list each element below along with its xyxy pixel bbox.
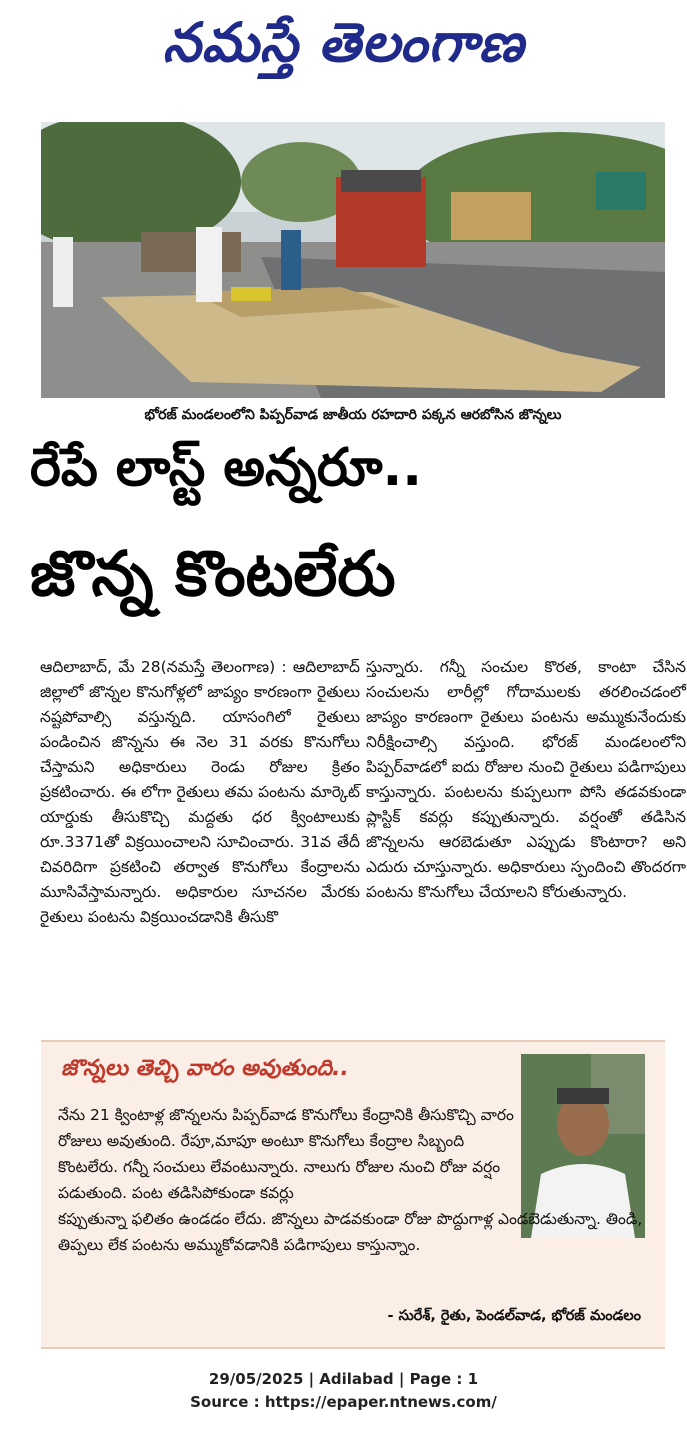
headline-line-2: జొన్న కొంటలేరు xyxy=(30,537,396,610)
article-right-column: స్తున్నారు. గన్నీ సంచుల కొరత, కాంటా చేసిన సంచులను లారీల్లో గోదాములకు తరలించడంలో జాప్యం కారణంగా రైతులు పంటను అమ్ముకునేందుకు నిరీక్షించాల్సి వస్తుంది. భోరజ్ మండలంలోని పిప్పర్‌వాడలో ఐదు రోజుల నుంచి రైతులు పడిగాపులు కాస్తున్నారు. పంటలను కుప్పలుగా పోసి తడవకుండా ప్లాస్టిక్ కవర్లు కప్పుతున్నారు. వర్షంతో తడిసిన జొన్నలను ఆరబెడుతూ ఎప్పుడు కొంటారా? అని ఎదురు చూస్తున్నారు. అధికారులు స్పందించి తొందరగా పంటను కొనుగోలు చేయాలని కోరుతున్నారు. xyxy=(366,658,686,901)
article-left-column: ఆదిలాబాద్, మే 28(నమస్తే తెలంగాణ) : ఆదిలాబాద్ జిల్లాలో జొన్నల కొనుగోళ్లలో జాప్యం కారణంగా రైతులు నష్టపోవాల్సి వస్తున్నది. యాసంగిలో రైతులు పండించిన జొన్నను ఈ నెల 31 వరకు కొనుగోలు చేస్తామని అధికారులు రెండు రోజుల క్రితం ప్రకటించారు. ఈ లోగా రైతులు తమ పంటను మార్కెట్ యార్డుకు తీసుకొచ్చి మద్దతు ధర క్వింటాలుకు రూ.3371తో విక్రయించాలని సూచించారు. 31వ తేదీ చివరిదిగా ప్రకటించి తర్వాత కొనుగోలు కేంద్రాలను మూసివేస్తామన్నారు. అధికారుల సూచనల మేరకు రైతులు పంటను విక్రయించడానికి తీసుకొ xyxy=(40,658,360,926)
quote-body-wide: కప్పుతున్నా ఫలితం ఉండడం లేదు. జొన్నలు పాడవకుండా రోజు పొద్దుగాళ్ల ఎండబెడుతున్నా. తిండి, తిప్పలు లేక పంటను అమ్ముకోవడానికి పడిగాపులు కాస్తున్నాం. xyxy=(58,1210,643,1254)
quote-body xyxy=(58,1102,643,1258)
footer-date-edition: 29/05/2025 | Adilabad | Page : 1 xyxy=(208,1370,479,1388)
footer-source[interactable]: Source : https://epaper.ntnews.com/ xyxy=(190,1393,497,1411)
masthead xyxy=(0,0,687,100)
masthead-title: నమస్తే తెలంగాణ xyxy=(162,10,525,74)
news-photo xyxy=(41,122,665,398)
quote-title: జొన్నలు తెచ్చి వారం అవుతుంది.. xyxy=(61,1056,349,1081)
photo-caption: భోరజ్ మండలంలోని పిప్పర్‌వాడ జాతీయ రహదారి పక్కన ఆరబోసిన జొన్నలు xyxy=(144,407,562,423)
headline-line-1: రేపే లాస్ట్ అన్నరూ.. xyxy=(30,438,422,498)
farmer-quote-box xyxy=(41,1040,665,1349)
quote-body-narrow: నేను 21 క్వింటాళ్ల జొన్నలను పిప్పర్‌వాడ కొనుగోలు కేంద్రానికి తీసుకొచ్చి వారం రోజులు అవుతుంది. రేపూ,మాపూ అంటూ కొనుగోలు కేంద్రాల సిబ్బంది కొంటలేరు. గన్నీ సంచులు లేవంటున్నారు. నాలుగు రోజుల నుంచి రోజు వర్షం పడుతుంది. పంట తడిసిపోకుండా కవర్లు xyxy=(58,1106,514,1202)
quote-attribution: - సురేశ్, రైతు, పెండల్‌వాడ, భోరజ్ మండలం xyxy=(387,1308,641,1324)
